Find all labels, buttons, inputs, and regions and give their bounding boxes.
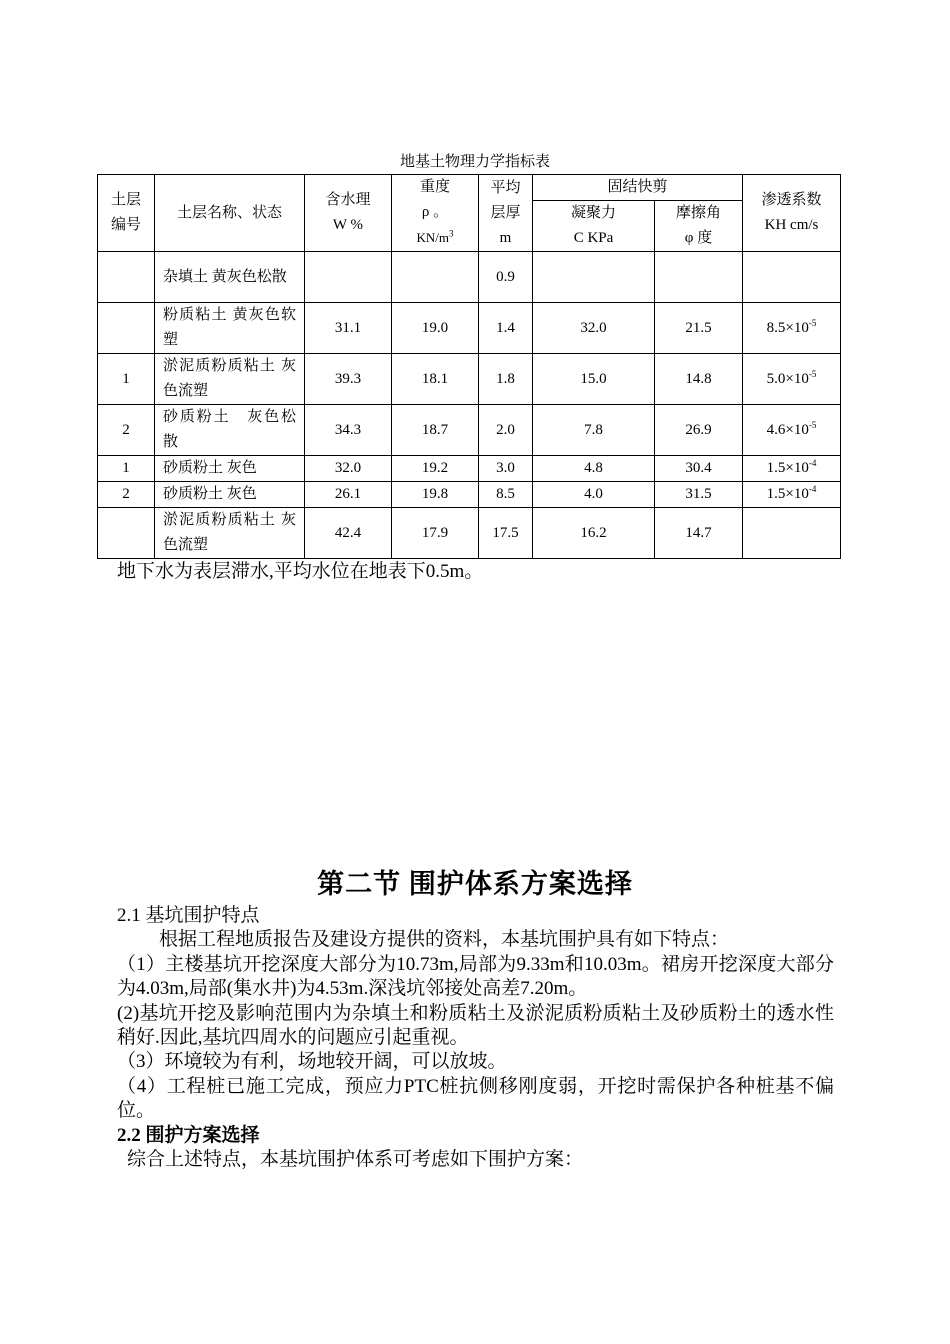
permeability-cell bbox=[743, 508, 841, 559]
layer-name-cell: 淤泥质粉质粘土 灰色流塑 bbox=[155, 508, 305, 559]
section-body bbox=[117, 904, 834, 1172]
point-2: (2)基坑开挖及影响范围内为杂填土和粉质粘土及淤泥质粉质粘土及砂质粉土的透水性稍好.因此,基坑四周水的问题应引起重视。 bbox=[117, 1002, 834, 1049]
layer-no-cell bbox=[98, 252, 155, 303]
cohesion-cell: 16.2 bbox=[533, 508, 655, 559]
subheading-2-1: 2.1 基坑围护特点 bbox=[117, 905, 260, 926]
point-3: （3）环境较为有利，场地较开阔，可以放坡。 bbox=[117, 1051, 507, 1073]
water-content-cell: 26.1 bbox=[305, 482, 392, 508]
subheading-2-2: 2.2 围护方案选择 bbox=[117, 1124, 260, 1146]
layer-no-cell bbox=[98, 508, 155, 559]
table-row bbox=[98, 456, 841, 482]
friction-cell bbox=[655, 252, 743, 303]
layer-no-cell: 1 bbox=[98, 354, 155, 405]
intro-paragraph: 根据工程地质报告及建设方提供的资料，本基坑围护具有如下特点： bbox=[159, 929, 730, 951]
thickness-cell: 1.4 bbox=[479, 303, 533, 354]
friction-cell: 26.9 bbox=[655, 405, 743, 456]
table-row bbox=[98, 482, 841, 508]
thickness-cell: 17.5 bbox=[479, 508, 533, 559]
water-content-cell: 39.3 bbox=[305, 354, 392, 405]
groundwater-note: 地下水为表层滞水,平均水位在地表下0.5m。 bbox=[117, 561, 484, 582]
layer-name-cell: 砂质粉土 灰色 bbox=[155, 482, 305, 508]
layer-no-cell: 2 bbox=[98, 482, 155, 508]
unit-weight-cell: 17.9 bbox=[392, 508, 479, 559]
thickness-cell: 3.0 bbox=[479, 456, 533, 482]
header-friction: 摩擦角 φ 度 bbox=[655, 201, 743, 252]
unit-weight-cell: 19.0 bbox=[392, 303, 479, 354]
soil-properties-table bbox=[97, 174, 841, 559]
cohesion-cell: 32.0 bbox=[533, 303, 655, 354]
permeability-cell: $1.5\times 10^{-4}$ bbox=[743, 456, 841, 482]
header-unit-weight: 重度 ρ 。 $KN/m^3$ bbox=[392, 175, 479, 252]
permeability-cell: $4.6\times 10^{-5}$ bbox=[743, 405, 841, 456]
permeability-cell: $5.0\times 10^{-5}$ bbox=[743, 354, 841, 405]
layer-no-cell: 1 bbox=[98, 456, 155, 482]
layer-name-cell: 淤泥质粉质粘土 灰色流塑 bbox=[155, 354, 305, 405]
table-row bbox=[98, 354, 841, 405]
unit-weight-cell bbox=[392, 252, 479, 303]
cohesion-cell: 7.8 bbox=[533, 405, 655, 456]
layer-name-cell: 杂填土 黄灰色松散 bbox=[155, 252, 305, 303]
header-cohesion: 凝聚力 C KPa bbox=[533, 201, 655, 252]
point-1: （1）主楼基坑开挖深度大部分为10.73m,局部为9.33m和10.03m。裙房开挖深度大部分为4.03m,局部(集水井)为4.53m.深浅坑邻接处高差7.20m。 bbox=[117, 953, 834, 1000]
layer-name-cell: 粉质粘土 黄灰色软塑 bbox=[155, 303, 305, 354]
header-permeability: 渗透系数 KH cm/s bbox=[743, 175, 841, 252]
cohesion-cell: 4.0 bbox=[533, 482, 655, 508]
layer-no-cell: 2 bbox=[98, 405, 155, 456]
layer-no-cell bbox=[98, 303, 155, 354]
unit-weight-cell: 18.1 bbox=[392, 354, 479, 405]
friction-cell: 31.5 bbox=[655, 482, 743, 508]
unit-weight-cell: 19.2 bbox=[392, 456, 479, 482]
section-title: 第二节 围护体系方案选择 bbox=[317, 869, 633, 899]
table-row bbox=[98, 303, 841, 354]
table-row bbox=[98, 405, 841, 456]
permeability-cell bbox=[743, 252, 841, 303]
cohesion-cell: 4.8 bbox=[533, 456, 655, 482]
thickness-cell: 0.9 bbox=[479, 252, 533, 303]
friction-cell: 14.7 bbox=[655, 508, 743, 559]
permeability-cell: $1.5\times 10^{-4}$ bbox=[743, 482, 841, 508]
cohesion-cell bbox=[533, 252, 655, 303]
table-row bbox=[98, 508, 841, 559]
table-caption: 地基土物理力学指标表 bbox=[399, 154, 550, 170]
water-content-cell: 32.0 bbox=[305, 456, 392, 482]
thickness-cell: 1.8 bbox=[479, 354, 533, 405]
water-content-cell bbox=[305, 252, 392, 303]
friction-cell: 14.8 bbox=[655, 354, 743, 405]
layer-name-cell: 砂质粉土 灰色松散 bbox=[155, 405, 305, 456]
unit-weight-cell: 19.8 bbox=[392, 482, 479, 508]
cohesion-cell: 15.0 bbox=[533, 354, 655, 405]
header-shear-group: 固结快剪 bbox=[533, 175, 743, 201]
header-water-content: 含水理 W % bbox=[305, 175, 392, 252]
water-content-cell: 42.4 bbox=[305, 508, 392, 559]
header-name: 土层名称、状态 bbox=[155, 175, 305, 252]
thickness-cell: 8.5 bbox=[479, 482, 533, 508]
unit-weight-cell: 18.7 bbox=[392, 405, 479, 456]
header-thickness: 平均 层厚 m bbox=[479, 175, 533, 252]
table-row bbox=[98, 252, 841, 303]
scheme-intro: 综合上述特点，本基坑围护体系可考虑如下围护方案： bbox=[127, 1149, 584, 1171]
layer-name-cell: 砂质粉土 灰色 bbox=[155, 456, 305, 482]
water-content-cell: 34.3 bbox=[305, 405, 392, 456]
friction-cell: 30.4 bbox=[655, 456, 743, 482]
permeability-cell: $8.5\times 10^{-5}$ bbox=[743, 303, 841, 354]
friction-cell: 21.5 bbox=[655, 303, 743, 354]
point-4: （4）工程桩已施工完成，预应力PTC桩抗侧移刚度弱，开挖时需保护各种桩基不偏位。 bbox=[117, 1075, 834, 1122]
water-content-cell: 31.1 bbox=[305, 303, 392, 354]
header-layer-no: 土层 编号 bbox=[98, 175, 155, 252]
thickness-cell: 2.0 bbox=[479, 405, 533, 456]
